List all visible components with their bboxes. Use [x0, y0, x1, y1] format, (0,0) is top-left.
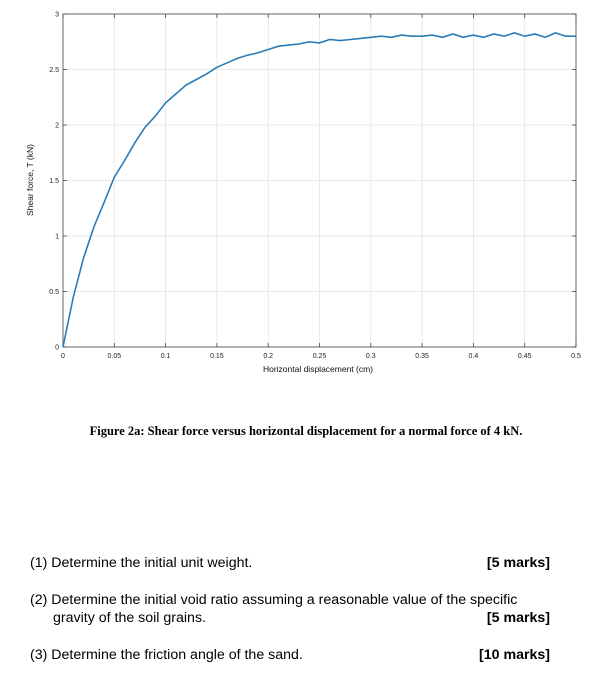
- question-3-text: (3) Determine the friction angle of the sand.: [30, 647, 303, 663]
- x-tick-label: 0.35: [415, 353, 429, 360]
- chart-grid: [63, 14, 576, 347]
- x-tick-label: 0.25: [312, 353, 327, 360]
- x-tick-label: 0.1: [160, 353, 171, 360]
- question-3: [30, 646, 570, 664]
- y-tick-label: 2.5: [49, 67, 59, 74]
- y-axis-label: Shear force, T (kN): [25, 144, 35, 216]
- x-tick-label: 0.3: [365, 353, 376, 360]
- y-tick-label: 2: [55, 122, 59, 130]
- question-1-marks: [5 marks]: [486, 555, 550, 571]
- question-1-text: (1) Determine the initial unit weight.: [30, 555, 253, 571]
- question-2-text: (2) Determine the initial void ratio assuming a reasonable value of the specific: [30, 592, 518, 608]
- question-3-marks: [10 marks]: [479, 647, 550, 663]
- y-tick-label: 0: [55, 344, 59, 352]
- question-2: [30, 591, 570, 627]
- figure-caption: Figure 2a: Shear force versus horizontal displacement for a normal force of 4 kN.: [89, 424, 523, 438]
- chart-ticks: [49, 12, 581, 361]
- y-tick-label: 3: [55, 11, 59, 19]
- x-tick-label: 0.4: [468, 353, 479, 360]
- x-tick-label: 0.15: [210, 353, 224, 360]
- y-tick-label: 1: [55, 233, 59, 241]
- x-tick-label: 0.05: [107, 353, 122, 360]
- x-axis-label: Horizontal displacement (cm): [262, 364, 374, 374]
- question-2-marks: [5 marks]: [486, 610, 550, 626]
- x-tick-label: 0: [61, 353, 65, 360]
- x-tick-label: 0.2: [263, 353, 274, 360]
- x-tick-label: 0.5: [571, 353, 581, 360]
- x-tick-label: 0.45: [517, 353, 532, 360]
- question-1: [30, 554, 570, 572]
- y-tick-label: 1.5: [49, 178, 59, 185]
- question-2-text-continued: gravity of the soil grains.: [53, 610, 206, 626]
- y-tick-label: 0.5: [49, 289, 59, 296]
